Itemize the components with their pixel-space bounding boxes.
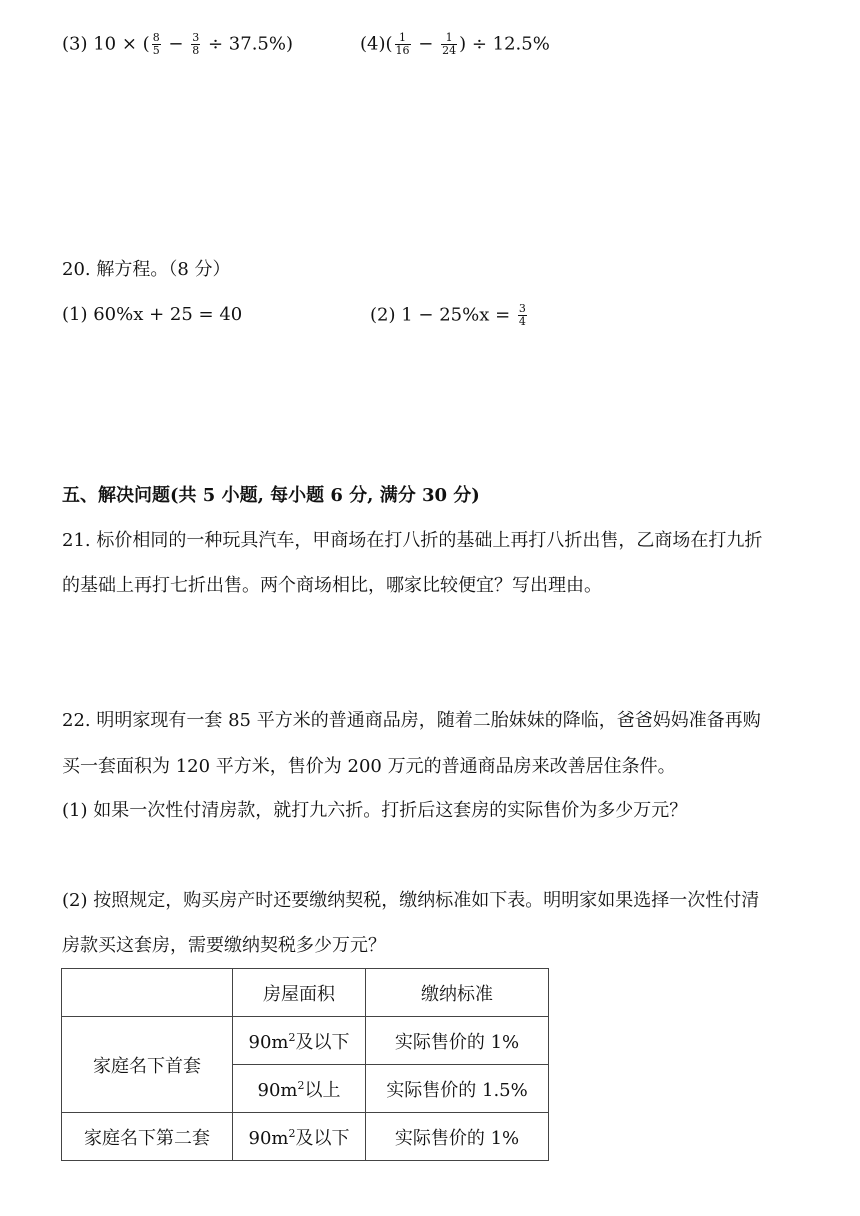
rate-cell: 实际售价的 1% bbox=[366, 1113, 549, 1161]
q20-title: 20. 解方程。（8 分） bbox=[62, 259, 231, 280]
rate-cell: 实际售价的 1.5% bbox=[366, 1065, 549, 1113]
area-suffix: 及以下 bbox=[295, 1127, 350, 1149]
area-above-cell bbox=[233, 1065, 366, 1113]
table-row bbox=[62, 969, 549, 1017]
q21-line-1: 21. 标价相同的一种玩具汽车，甲商场在打八折的基础上再打八折出售，乙商场在打九折 bbox=[62, 530, 763, 551]
equation-1 bbox=[62, 303, 242, 327]
row-first-home: 家庭名下首套 bbox=[62, 1017, 233, 1113]
minus-sign: − bbox=[168, 33, 184, 55]
area-value: 90m bbox=[248, 1031, 289, 1053]
equation-1-expr: 60%x + 25 = 40 bbox=[93, 304, 243, 325]
fraction-numerator: 3 bbox=[518, 302, 526, 315]
fraction bbox=[395, 32, 411, 57]
equation-1-label: (1) bbox=[62, 304, 88, 325]
deed-tax-table bbox=[61, 968, 549, 1161]
fraction bbox=[518, 303, 527, 328]
area-suffix: 以上 bbox=[304, 1079, 341, 1101]
calc-item-3-tail: ÷ 37.5%) bbox=[207, 33, 293, 55]
calc-item-4-lead: ( bbox=[385, 33, 393, 55]
area-superscript: 2 bbox=[288, 1126, 296, 1140]
calc-item-3-label: (3) bbox=[62, 33, 88, 55]
calc-item-4-label: (4) bbox=[360, 33, 386, 55]
fraction bbox=[152, 32, 161, 57]
q22-sub-2-line-1: (2) 按照规定，购买房产时还要缴纳契税，缴纳标准如下表。明明家如果选择一次性付清 bbox=[62, 890, 760, 911]
calc-item-3-lead: 10 × ( bbox=[93, 33, 150, 55]
area-below-cell bbox=[233, 1113, 366, 1161]
table-row bbox=[62, 1017, 549, 1065]
fraction-denominator: 4 bbox=[518, 315, 526, 328]
fraction-denominator: 5 bbox=[152, 44, 160, 57]
equation-2-label: (2) bbox=[370, 304, 396, 326]
section-5-title: 五、解决问题(共 5 小题, 每小题 6 分, 满分 30 分) bbox=[62, 485, 480, 506]
q22-sub-2-line-2: 房款买这套房，需要缴纳契税多少万元？ bbox=[62, 935, 386, 956]
fraction-numerator: 3 bbox=[192, 31, 200, 44]
header-standard: 缴纳标准 bbox=[366, 969, 549, 1017]
calc-item-3 bbox=[62, 32, 293, 57]
fraction-numerator: 8 bbox=[152, 31, 160, 44]
q22-line-1: 22. 明明家现有一套 85 平方米的普通商品房，随着二胎妹妹的降临，爸爸妈妈准备再购 bbox=[62, 710, 761, 731]
q22-line-2: 买一套面积为 120 平方米，售价为 200 万元的普通商品房来改善居住条件。 bbox=[62, 756, 676, 777]
equation-2 bbox=[370, 303, 529, 328]
fraction-denominator: 16 bbox=[395, 44, 410, 57]
q21-line-2: 的基础上再打七折出售。两个商场相比，哪家比较便宜？写出理由。 bbox=[62, 575, 602, 596]
fraction bbox=[441, 32, 457, 57]
row-second-home: 家庭名下第二套 bbox=[62, 1113, 233, 1161]
area-below-cell bbox=[233, 1017, 366, 1065]
area-value: 90m bbox=[257, 1079, 298, 1101]
area-value: 90m bbox=[248, 1127, 289, 1149]
equation-2-expr: 1 − 25%x = bbox=[401, 304, 511, 326]
area-suffix: 及以下 bbox=[295, 1031, 350, 1053]
table-row bbox=[62, 1113, 549, 1161]
q22-sub-1: (1) 如果一次性付清房款，就打九六折。打折后这套房的实际售价为多少万元？ bbox=[62, 800, 688, 821]
area-superscript: 2 bbox=[288, 1030, 296, 1044]
fraction bbox=[191, 32, 200, 57]
area-superscript: 2 bbox=[297, 1078, 305, 1092]
calc-item-4-tail: ) ÷ 12.5% bbox=[459, 33, 550, 55]
fraction-numerator: 1 bbox=[395, 32, 411, 45]
rate-cell: 实际售价的 1% bbox=[366, 1017, 549, 1065]
minus-sign: − bbox=[418, 33, 434, 55]
calc-item-4 bbox=[360, 32, 550, 57]
fraction-denominator: 8 bbox=[192, 44, 200, 57]
fraction-denominator: 24 bbox=[442, 44, 457, 57]
header-area: 房屋面积 bbox=[233, 969, 366, 1017]
fraction-numerator: 1 bbox=[441, 32, 457, 45]
table-corner-cell bbox=[62, 969, 233, 1017]
